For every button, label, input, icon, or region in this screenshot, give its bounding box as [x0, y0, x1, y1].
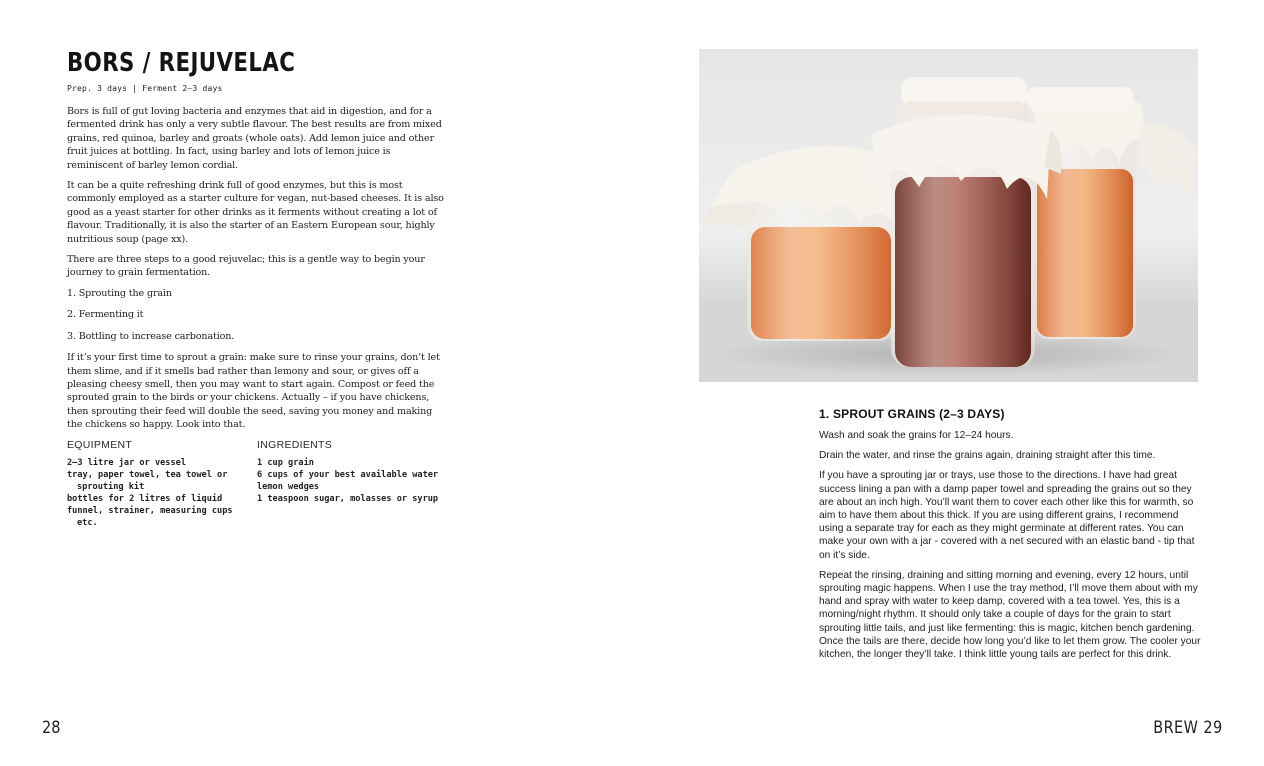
- equipment-item: 2–3 litre jar or vessel: [67, 457, 186, 468]
- fermentation-jars-photo: [699, 49, 1198, 382]
- instruction-paragraph-3: If you have a sprouting jar or trays, use those to the directions. I have had great success lining a pan with a damp paper towel and spreading the grains out so they are about an inch high. You’ll want them to cover each other like this for warmth, so aim to have them about this thick. If you are using different grains, I recommend using a separate tray for each as they might germinate at different rates. You can make your own with a jar - covered with a net secured with an elastic band - tip that on it’s side.: [819, 470, 1195, 561]
- intro-paragraph-2: It can be a quite refreshing drink full of good enzymes, but this is most commonly employed as a starter culture for vegan, nut-based cheeses. It is also good as a yeast starter for other drinks as it ferments without creating a lot of flavour. Traditionally, it is also the starter of an Eastern European sour, highly nutritious soup (page xx).: [67, 180, 444, 245]
- equipment-list: [67, 457, 257, 529]
- middle-jar: [871, 77, 1062, 367]
- jars-illustration: [699, 49, 1198, 382]
- equipment-ingredients: [67, 439, 447, 529]
- equipment-item: tray, paper towel, tea towel or sprouting kit: [67, 469, 228, 492]
- ingredients-heading: INGREDIENTS: [257, 438, 333, 451]
- equipment-item: funnel, strainer, measuring cups etc.: [67, 505, 233, 528]
- section-body: [819, 429, 1201, 661]
- page-number-right: BREW 29: [1153, 718, 1223, 738]
- step-item: 1. Sprouting the grain: [67, 287, 172, 299]
- section-title: 1. SPROUT GRAINS (2–3 DAYS): [819, 407, 1005, 421]
- ingredient-item: 1 cup grain: [257, 457, 314, 468]
- steps-list: [67, 287, 447, 343]
- instruction-paragraph-2: Drain the water, and rinse the grains again, draining straight after this time.: [819, 450, 1156, 462]
- intro-paragraph-3: There are three steps to a good rejuvelac; this is a gentle way to begin your journey to grain fermentation.: [67, 254, 425, 279]
- left-page: [67, 48, 447, 529]
- page-number-left: 28: [42, 718, 61, 738]
- closing-paragraph: If it’s your first time to sprout a grain: make sure to rinse your grains, don’t let them slime, and if it smells bad rather than lemony and sour, or gives off a pleasing cheesy smell, then you may want to start again. Compost or feed the sprouted grain to the birds or your chickens. Actually – if you have chickens, then sprouting their feed will double the seed, saving you money and making the chickens so happy. Look into that.: [67, 352, 440, 431]
- equipment-column: [67, 439, 257, 529]
- equipment-heading: EQUIPMENT: [67, 438, 133, 451]
- recipe-title: BORS / REJUVELAC: [67, 48, 296, 78]
- ingredient-item: 6 cups of your best available water: [257, 469, 439, 480]
- ingredients-list: [257, 457, 447, 505]
- ingredients-column: [257, 439, 447, 529]
- equipment-item: bottles for 2 litres of liquid: [67, 493, 223, 504]
- instruction-paragraph-4: Repeat the rinsing, draining and sitting morning and evening, every 12 hours, until sprouting magic happens. When I use the tray method, I’ll move them about with my hand and spray with water to keep damp, covered with a tea towel. Yes, this is a morning/night rhythm. It should only take a couple of days for the grain to start sprouting little tails, and just like fermenting: this is magic, kitchen bench gardening. Once the tails are there, decide how long you’d like to let them grow. The cooler your kitchen, the longer they’ll take. I think little young tails are perfect for this drink.: [819, 569, 1201, 661]
- step-item: 3. Bottling to increase carbonation.: [67, 330, 235, 342]
- ingredient-item: 1 teaspoon sugar, molasses or syrup: [257, 493, 439, 504]
- instruction-paragraph-1: Wash and soak the grains for 12–24 hours.: [819, 430, 1014, 441]
- recipe-body: [67, 105, 447, 432]
- intro-paragraph-1: Bors is full of gut loving bacteria and enzymes that aid in digestion, and for a fermented drink has only a very subtle flavour. The best results are from mixed grains, red quinoa, barley and groats (whole oats). Add lemon juice and other fruit juices at bottling. In fact, using barley and lots of lemon juice is reminiscent of barley lemon cordial.: [67, 106, 442, 171]
- right-page: [819, 407, 1201, 668]
- step-item: 2. Fermenting it: [67, 309, 144, 321]
- prep-ferment-times: Prep. 3 days | Ferment 2–3 days: [67, 84, 223, 93]
- ingredient-item: lemon wedges: [257, 481, 320, 492]
